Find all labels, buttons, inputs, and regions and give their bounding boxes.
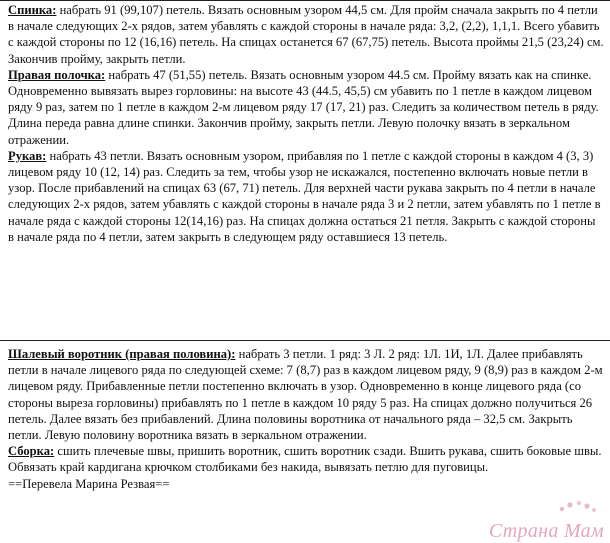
instructions-lower	[8, 346, 604, 492]
collar-text: набрать 3 петли. 1 ряд: 3 Л. 2 ряд: 1Л. 1И, 1Л. Далее прибавлять петли в начале лицевого ряда по следующей схеме: 7 (8,7) раз в каждом лицевом ряду, 9 (8,9) раз в каждом 2-м лицевом ряду. Прибавленные петли постепенно включать в узор. Одновременно в конце лицевого ряда (со стороны выреза горловины) прибавлять по 1 петле в каждом 10 ряду 5 раз. На спицах должно получиться 26 петель. Далее вязать без прибавлений. Длина половины воротника от начального ряда – 32,5 см. Закрыть петли. Левую половину воротника вязать в зеркальном отражении.	[8, 347, 603, 443]
right-front-text: набрать 47 (51,55) петель. Вязать основным узором 44.5 см. Пройму вязать как на спинке. Одновременно вывязать вырез горловины: на высоте 43 (44.5, 45,5) см убавить по 1 петле в каждом лицевом ряду 9 раз, затем по 1 петле в каждом 2-м лицевом ряду 17 (17, 21) раз. Следить за количеством петель в ряду. Длина переда равна длине спинки. Закончив пройму, закрыть петли. Левую полочку вязать в зеркальном отражении.	[8, 67, 599, 147]
back-text: набрать 91 (99,107) петель. Вязать основным узором 44,5 см. Для пройм сначала закрыть по 4 петли в начале следующих 2-х рядов, затем убавлять с каждой стороны в начале ряда: 3,2, (2,2), 1,1,1. Всего убавить с каждой стороны по 12 (16,16) петель. На спицах останется 67 (67,75) петель. Высота проймы 21,5 (23,24) см. Закончив пройму, закрыть петли.	[8, 3, 604, 66]
watermark-dots-icon	[556, 499, 600, 515]
right-front-paragraph	[8, 67, 604, 148]
sleeve-paragraph	[8, 148, 604, 245]
assembly-heading: Сборка:	[8, 444, 55, 459]
top-divider	[0, 0, 610, 1]
back-paragraph	[8, 2, 604, 67]
sleeve-text: набрать 43 петли. Вязать основным узором, прибавляя по 1 петле с каждой стороны в каждом 4 (3, 3) лицевом ряду 10 (12, 14) раз. Следить за тем, чтобы узор не искажался, постепенно включать новые петли в узор. После прибавлений на спицах 63 (67, 71) петель. Для верхней части рукава закрыть по 4 петли в начале следующих 2-х рядов, затем убавлять с каждой стороны в начале ряда 3 и 2 петли, затем убавлять по 1 петле в начале ряда с каждой стороны 12(14,16) раз. На спицах должна остаться 21 петля. Закрыть с каждой стороны в начале ряда по 4 петли, затем закрыть в следующем ряду оставшиеся 13 петель.	[8, 148, 601, 244]
assembly-paragraph	[8, 443, 604, 475]
translator-credit: ==Перевела Марина Резвая==	[8, 476, 170, 491]
watermark-logo: Страна Мам	[488, 519, 604, 542]
collar-paragraph	[8, 346, 604, 443]
section-divider	[0, 340, 610, 341]
right-front-heading: Правая полочка:	[8, 67, 106, 82]
assembly-text: сшить плечевые швы, пришить воротник, сшить воротник сзади. Вшить рукава, сшить боковые швы. Обвязать край кардигана крючком столбиками без накида, вывязать петлю для пуговицы.	[8, 444, 602, 475]
back-heading: Спинка:	[8, 3, 57, 17]
collar-heading: Шалевый воротник (правая половина):	[8, 347, 236, 361]
instructions-upper	[8, 2, 604, 245]
sleeve-heading: Рукав:	[8, 148, 47, 163]
